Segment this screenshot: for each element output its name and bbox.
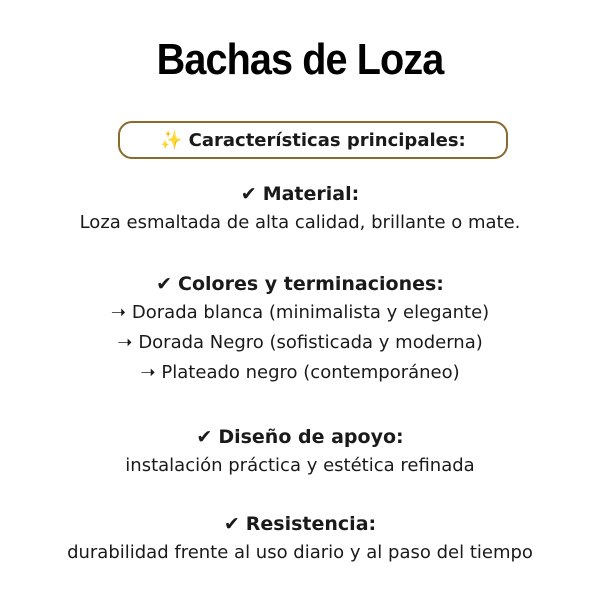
arrow-right-icon: ➝ [140, 362, 156, 383]
section-line: durabilidad frente al uso diario y al paso del tiempo [67, 542, 533, 563]
section-line [0, 358, 600, 388]
section-line: instalación práctica y estética refinada [125, 455, 475, 476]
section-colores [0, 270, 600, 388]
section-heading-label: Resistencia: [245, 513, 377, 535]
section-line: Loza esmaltada de alta calidad, brillante o mate. [79, 212, 521, 233]
line-text: Plateado negro (contemporáneo) [161, 362, 460, 383]
section-heading-label: Colores y terminaciones: [178, 273, 444, 295]
section-heading [0, 270, 600, 298]
section-heading [0, 180, 600, 208]
check-icon: ✔ [223, 513, 240, 535]
section-heading [0, 423, 600, 451]
check-icon: ✔ [240, 183, 257, 205]
section-line [0, 328, 600, 358]
section-heading-label: Material: [262, 183, 360, 205]
features-header-label: Características principales: [188, 129, 466, 151]
line-text: Dorada blanca (minimalista y elegante) [131, 302, 490, 323]
line-text: Dorada Negro (sofisticada y moderna) [138, 332, 483, 353]
section-diseno [0, 423, 600, 481]
check-icon: ✔ [196, 426, 213, 448]
page-title: Bachas de Loza [156, 35, 444, 84]
section-line [0, 298, 600, 328]
section-heading-label: Diseño de apoyo: [218, 426, 404, 448]
features-header-badge [118, 121, 508, 159]
section-material [0, 180, 600, 238]
sparkles-icon: ✨ [160, 129, 183, 151]
section-resistencia [0, 510, 600, 568]
arrow-right-icon: ➝ [110, 302, 126, 323]
section-heading [0, 510, 600, 538]
arrow-right-icon: ➝ [117, 332, 133, 353]
check-icon: ✔ [156, 273, 173, 295]
